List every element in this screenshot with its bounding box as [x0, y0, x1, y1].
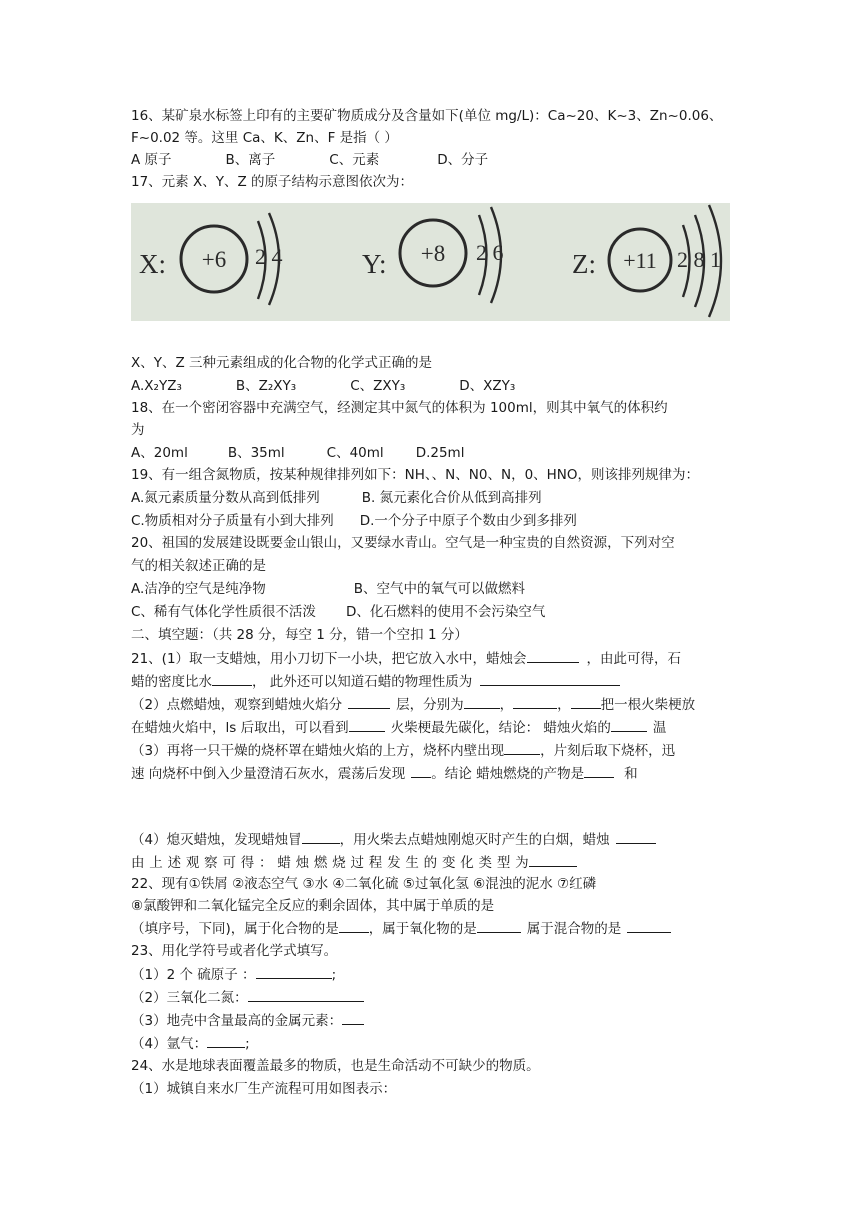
answer-blank[interactable] — [571, 694, 601, 709]
q21-text: 由 上 述 观 察 可 得 ： 蜡 烛 燃 烧 过 程 发 生 的 变 化 类 型 为 — [131, 855, 529, 871]
atom-x-symbol: X: — [139, 249, 166, 279]
q21-text: （3）再将一只干燥的烧杯罩在蜡烛火焰的上方，烧杯内壁出现 — [131, 743, 505, 759]
q16-line1: 16、某矿泉水标签上印有的主要矿物质成分及含量如下(单位 mg/L)：Ca~20、K~3、Zn~0.06、 — [131, 108, 723, 124]
q21-line8 — [131, 852, 577, 874]
q23-part3 — [131, 1010, 364, 1032]
q21-text: ， — [499, 697, 514, 713]
q23-part2 — [131, 987, 364, 1009]
q20-option-c: C、稀有气体化学性质很不活泼 — [131, 604, 316, 620]
q19-options-cd — [131, 511, 577, 533]
q21-text: 在蜡烛火焰中，ls 后取出，可以看到 — [131, 720, 349, 736]
q21-line2 — [131, 671, 620, 693]
q21-text: 速 向烧杯中倒入少量澄清石灰水，震荡后发现 — [131, 766, 406, 782]
answer-blank[interactable] — [349, 717, 385, 732]
answer-blank[interactable] — [248, 987, 364, 1002]
q21-line3 — [131, 694, 695, 716]
q24-part1: （1）城镇自来水厂生产流程可用如图表示： — [131, 1081, 397, 1097]
answer-blank[interactable] — [342, 1010, 364, 1025]
q18-option-d: D.25ml — [415, 445, 465, 461]
answer-blank[interactable] — [480, 671, 620, 686]
answer-blank[interactable] — [616, 829, 656, 844]
q23-text: （3）地壳中含量最高的金属元素： — [131, 1013, 343, 1029]
q20-line2: 气的相关叙述正确的是 — [131, 558, 266, 574]
q22-line3 — [131, 918, 671, 940]
q16-option-b: B、离子 — [225, 152, 276, 168]
q21-text: 和 — [624, 766, 638, 782]
q16-option-c: C、元素 — [329, 152, 380, 168]
q19-stem: 19、有一组含氮物质，按某种规律排列如下：NH、、N、N0、N，0、HNO，则该排列规律为： — [131, 467, 700, 483]
q22-line1: 22、现有①铁屑 ②液态空气 ③水 ④二氧化硫 ⑤过氧化氢 ⑥混浊的泥水 ⑦红磷 — [131, 876, 597, 892]
answer-blank[interactable] — [207, 1033, 245, 1048]
answer-blank[interactable] — [477, 918, 521, 933]
q16-line2: F~0.02 等。这里 Ca、K、Zn、F 是指（ ） — [131, 130, 398, 146]
answer-blank[interactable] — [464, 694, 500, 709]
q21-text: ，用火柴去点蜡烛刚熄灭时产生的白烟，蜡烛 — [339, 832, 610, 848]
q18-line1: 18、在一个密闭容器中充满空气，经测定其中氮气的体积为 100ml，则其中氧气的体积约 — [131, 400, 668, 416]
q21-line6 — [131, 763, 638, 785]
answer-blank[interactable] — [212, 671, 252, 686]
q21-text: ，片刻后取下烧杯，迅 — [540, 743, 676, 759]
q18-option-c: C、40ml — [326, 445, 384, 461]
q17-option-d: D、XZY₃ — [459, 378, 516, 394]
q21-text: 21、(1）取一支蜡烛，用小刀切下一小块，把它放入水中，蜡烛会 — [131, 651, 527, 667]
q20-option-d: D、化石燃料的使用不会污染空气 — [345, 604, 546, 620]
q23-part1 — [131, 964, 336, 986]
q23-stem: 23、用化学符号或者化学式填写。 — [131, 943, 338, 959]
answer-blank[interactable] — [339, 918, 369, 933]
q21-line1 — [131, 648, 681, 670]
atom-z-symbol: Z: — [572, 249, 596, 279]
q17-stem: 17、元素 X、Y、Z 的原子结构示意图依次为： — [131, 174, 414, 190]
q23-text: （4）氩气： — [131, 1036, 208, 1052]
q20-options-cd — [131, 602, 545, 624]
q19-option-c: C.物质相对分子质量有小到大排列 — [131, 513, 334, 529]
q17-options — [131, 376, 515, 398]
q17-question: X、Y、Z 三种元素组成的化合物的化学式正确的是 — [131, 355, 433, 371]
atom-y-nucleus-charge: +8 — [420, 241, 446, 266]
answer-blank[interactable] — [627, 918, 671, 933]
answer-blank[interactable] — [504, 740, 540, 755]
q21-text: （4）熄灭蜡烛，发现蜡烛冒 — [131, 832, 302, 848]
q21-line5 — [131, 740, 675, 762]
atom-z-electrons: 2 8 1 — [677, 247, 721, 272]
q21-text: 把一根火柴梗放 — [600, 697, 696, 713]
q17-option-a: A.X₂YZ₃ — [131, 378, 182, 394]
answer-blank[interactable] — [529, 852, 577, 867]
q20-options-ab — [131, 579, 525, 601]
q16-options — [131, 150, 488, 172]
answer-blank[interactable] — [411, 763, 431, 778]
q21-text: ， — [557, 697, 571, 713]
answer-blank[interactable] — [513, 694, 557, 709]
q22-text: （填序号，下同)，属于化合物的是 — [131, 921, 339, 937]
q21-text: 蜡的密度比水 — [131, 674, 212, 690]
atomic-structure-figure — [131, 203, 730, 321]
q21-text: 层，分别为 — [396, 697, 464, 713]
q20-option-a: A.洁净的空气是纯净物 — [131, 581, 266, 597]
q20-line1: 20、祖国的发展建设既要金山银山，又要绿水青山。空气是一种宝贵的自然资源，下列对空 — [131, 535, 675, 551]
q19-options-ab — [131, 488, 542, 510]
answer-blank[interactable] — [527, 648, 579, 663]
atom-x-nucleus-charge: +6 — [201, 247, 227, 272]
q18-option-a: A、20ml — [131, 445, 188, 461]
q21-text: 火柴梗最先碳化，结论： 蜡烛火焰的 — [390, 720, 611, 736]
q22-line2: ⑧氯酸钾和二氧化锰完全反应的剩余固体，其中属于单质的是 — [131, 898, 495, 914]
answer-blank[interactable] — [256, 964, 332, 979]
q17-option-b: B、Z₂XY₃ — [235, 378, 297, 394]
atom-y-symbol: Y: — [362, 249, 387, 279]
answer-blank[interactable] — [302, 829, 340, 844]
q23-text: ; — [331, 967, 337, 983]
q21-text: （2）点燃蜡烛，观察到蜡烛火焰分 — [131, 697, 343, 713]
section2-heading: 二、填空题：（共 28 分，每空 1 分，错一个空扣 1 分） — [131, 627, 468, 643]
q23-text: ; — [245, 1036, 250, 1052]
q18-line2: 为 — [131, 422, 145, 438]
q21-line7 — [131, 829, 656, 851]
answer-blank[interactable] — [611, 717, 647, 732]
q23-text: （2）三氧化二氮： — [131, 990, 248, 1006]
answer-blank[interactable] — [584, 763, 614, 778]
q21-line4 — [131, 717, 666, 739]
atom-y-electrons: 2 6 — [476, 240, 504, 265]
q16-option-a: A 原子 — [131, 152, 172, 168]
q22-text: ，属于氧化物的是 — [368, 921, 477, 937]
q18-option-b: B、35ml — [227, 445, 285, 461]
q23-text: （1）2 个 硫原子 ： — [131, 967, 256, 983]
q21-text: ，由此可得，石 — [586, 651, 682, 667]
q24-stem: 24、水是地球表面覆盖最多的物质，也是生命活动不可缺少的物质。 — [131, 1058, 540, 1074]
q19-option-b: B. 氮元素化合价从低到高排列 — [361, 490, 542, 506]
q18-options — [131, 443, 464, 465]
q20-option-b: B、空气中的氧气可以做燃料 — [353, 581, 526, 597]
q19-option-a: A.氮元素质量分数从高到低排列 — [131, 490, 320, 506]
atom-z-nucleus-charge: +11 — [623, 248, 657, 273]
q16-option-d: D、分子 — [437, 152, 489, 168]
answer-blank[interactable] — [348, 694, 390, 709]
q21-text: 温 — [652, 720, 667, 736]
q21-text: ， 此外还可以知道石蜡的物理性质为 — [252, 674, 473, 690]
q21-text: 。结论 蜡烛燃烧的产物是 — [431, 766, 585, 782]
atom-x-electrons: 2 4 — [255, 244, 283, 269]
q19-option-d: D.一个分子中原子个数由少到多排列 — [359, 513, 577, 529]
q23-part4 — [131, 1033, 250, 1055]
q22-text: 属于混合物的是 — [526, 921, 622, 937]
q17-option-c: C、ZXY₃ — [350, 378, 406, 394]
